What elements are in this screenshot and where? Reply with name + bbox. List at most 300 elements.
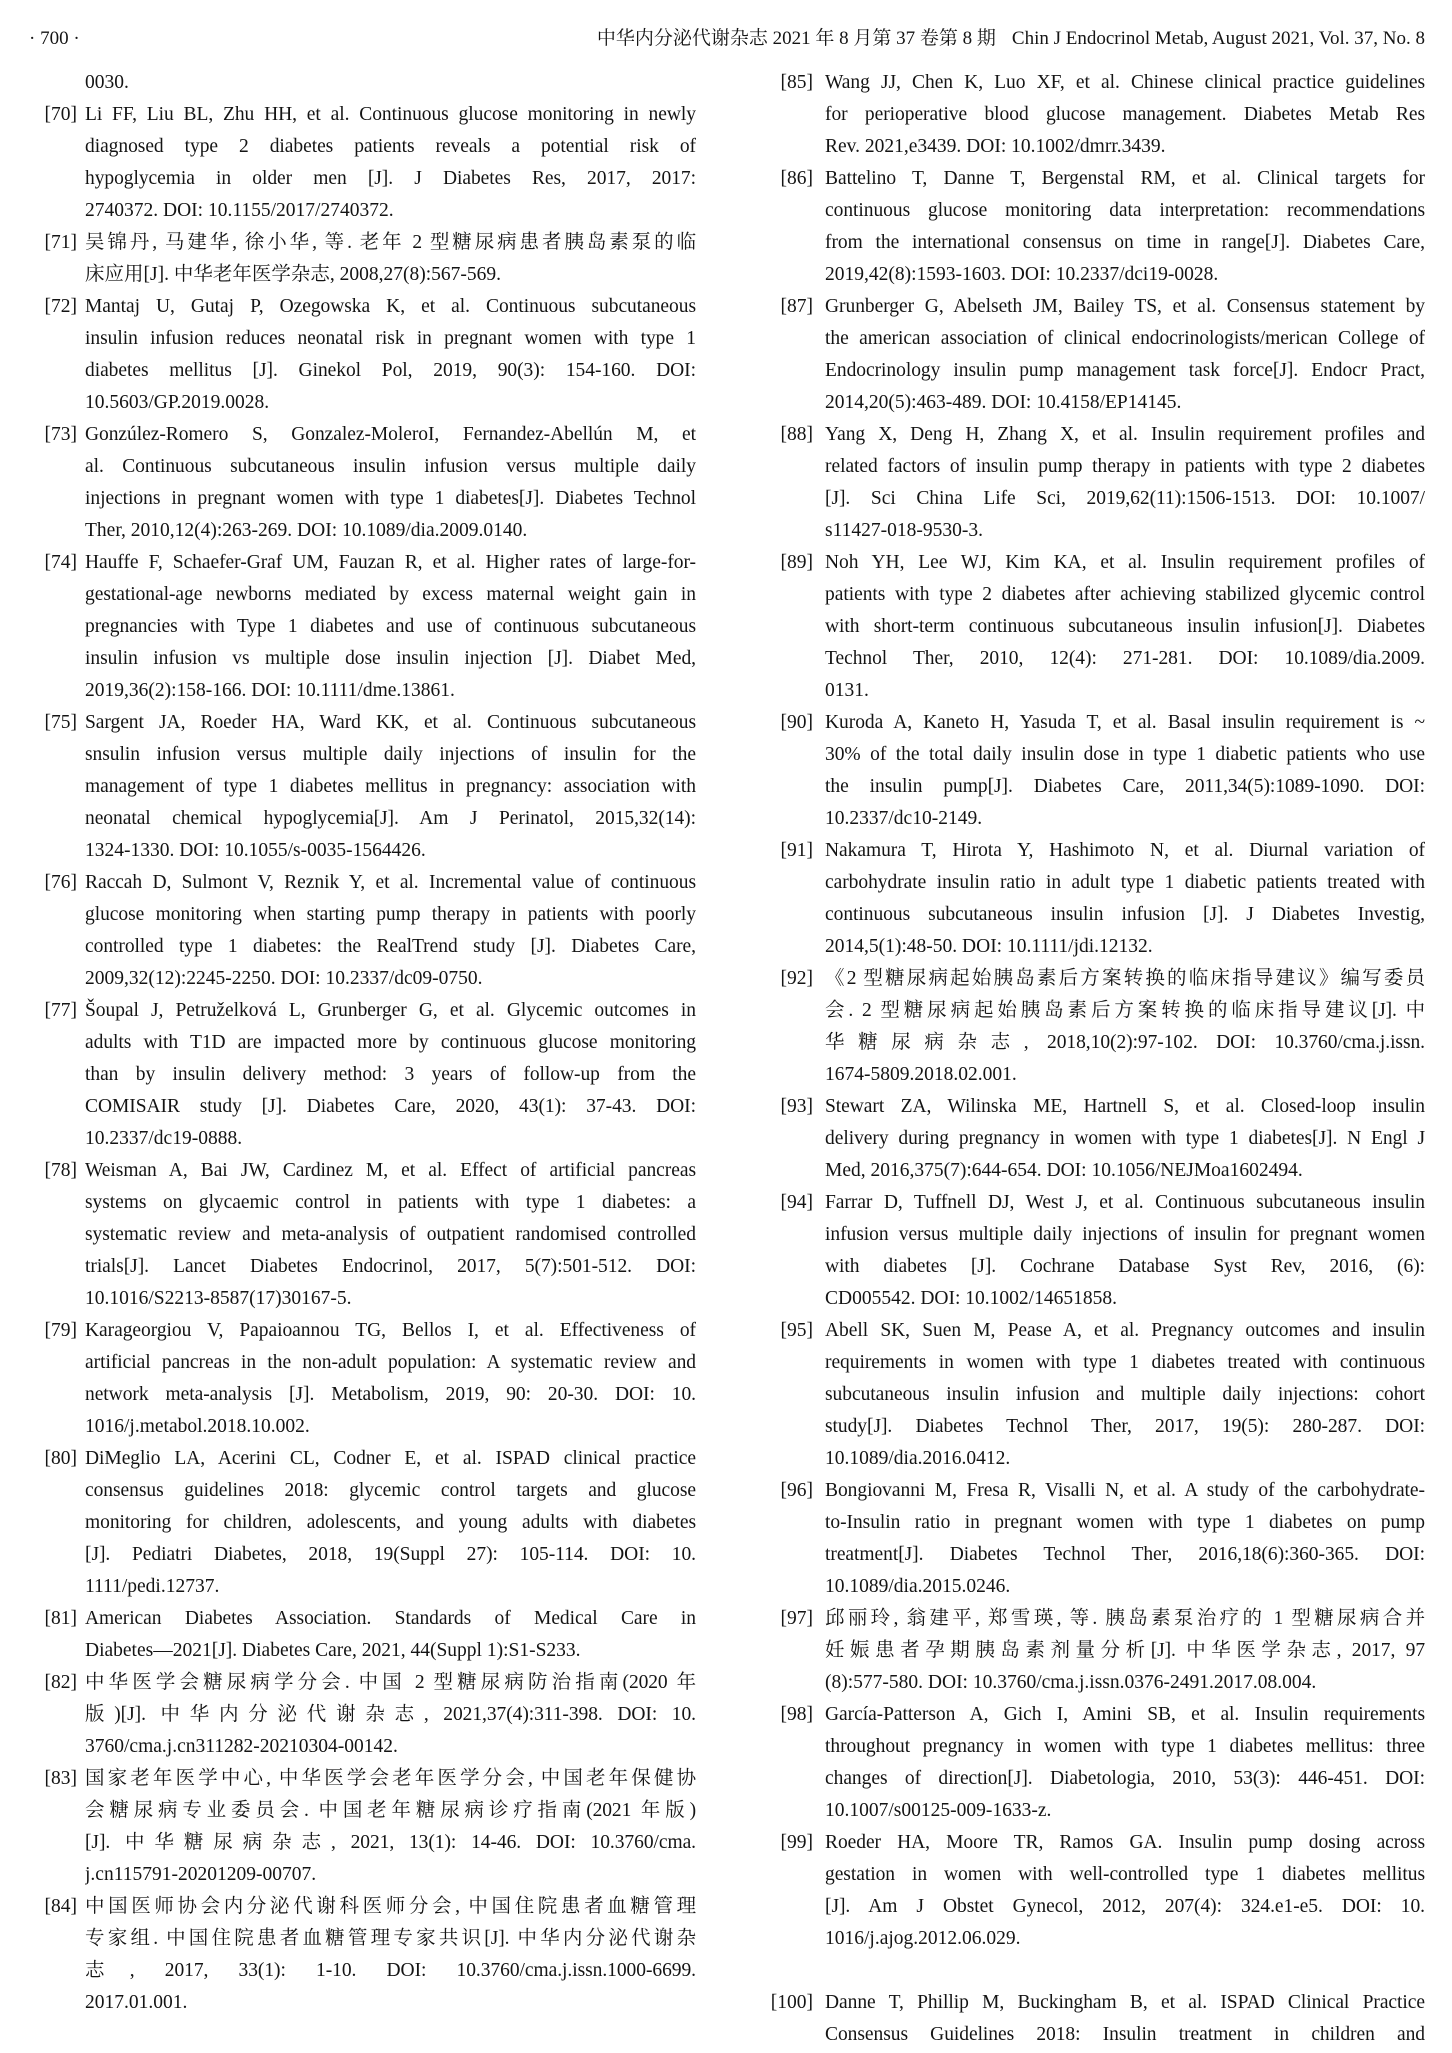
reference-line (85, 1635, 696, 1667)
reference-line (825, 1539, 1425, 1571)
reference-item (29, 547, 696, 707)
reference-line (85, 1891, 696, 1923)
reference-line-text: Danne T, Phillip M, Buckingham B, et al. ISPAD Clinical Practice (825, 1992, 1425, 2013)
reference-line (825, 1347, 1425, 1379)
reference-line-text: 吴锦丹, 马建华, 徐小华, 等. 老年 2 型糖尿病患者胰岛素泵的临 (85, 232, 696, 253)
reference-line (825, 259, 1425, 291)
reference-line-text: network meta-analysis [J]. Metabolism, 2019, 90: 20-30. DOI: 10. (85, 1384, 696, 1405)
reference-line (85, 899, 696, 931)
reference-line-text: 10.1007/s00125-009-1633-z. (825, 1800, 1052, 1821)
reference-item (757, 707, 1425, 835)
reference-line-text: patients with type 2 diabetes after achieving stabilized glycemic control (825, 584, 1425, 605)
reference-line-text: Mantaj U, Gutaj P, Ozegowska K, et al. Continuous subcutaneous (85, 296, 696, 317)
reference-item (757, 1475, 1425, 1603)
reference-item (29, 1763, 696, 1891)
reference-line-text: systematic review and meta-analysis of outpatient randomised controlled (85, 1224, 696, 1245)
reference-line-text: requirements in women with type 1 diabetes treated with continuous (825, 1352, 1425, 1373)
reference-line (825, 195, 1425, 227)
reference-line (85, 1347, 696, 1379)
reference-item (29, 1667, 696, 1763)
reference-line-text: artificial pancreas in the non-adult population: A systematic review and (85, 1352, 696, 1373)
reference-item (29, 1603, 696, 1667)
reference-line-text: 会糖尿病专业委员会. 中国老年糖尿病诊疗指南(2021 年版) (85, 1800, 696, 1821)
reference-line (85, 1955, 696, 1987)
reference-line-text: 专家组. 中国住院患者血糖管理专家共识[J]. 中华内分泌代谢杂 (85, 1928, 696, 1949)
reference-line-text: pregnancies with Type 1 diabetes and use of continuous subcutaneous (85, 616, 696, 637)
reference-line-text: Raccah D, Sulmont V, Reznik Y, et al. Incremental value of continuous (85, 872, 696, 893)
reference-number: [96] (780, 1480, 813, 1501)
reference-line (85, 163, 696, 195)
reference-line (825, 1315, 1425, 1347)
reference-line-text: study[J]. Diabetes Technol Ther, 2017, 19(5): 280-287. DOI: (825, 1416, 1425, 1437)
reference-line-text: Nakamura T, Hirota Y, Hashimoto N, et al. Diurnal variation of (825, 840, 1425, 861)
reference-item (29, 99, 696, 227)
reference-line (85, 1667, 696, 1699)
reference-line (825, 675, 1425, 707)
reference-line (825, 1731, 1425, 1763)
reference-number: [100] (770, 1992, 813, 2013)
reference-line (85, 515, 696, 547)
reference-item (29, 867, 696, 995)
reference-line-text: [J]. Pediatri Diabetes, 2018, 19(Suppl 27): 105-114. DOI: 10. (85, 1544, 696, 1565)
reference-line-text: throughout pregnancy in women with type 1 diabetes mellitus: three (825, 1736, 1425, 1757)
reference-line-text: 床应用[J]. 中华老年医学杂志, 2008,27(8):567-569. (85, 264, 501, 285)
reference-line (825, 1059, 1425, 1091)
reference-line (85, 1091, 696, 1123)
reference-line-text: 10.2337/dc19-0888. (85, 1128, 243, 1149)
reference-item (757, 67, 1425, 163)
reference-line (85, 803, 696, 835)
reference-line (85, 739, 696, 771)
reference-line (825, 1827, 1425, 1859)
reference-line-text: Consensus Guidelines 2018: Insulin treatment in children and (825, 2024, 1425, 2045)
reference-item (29, 1443, 696, 1603)
reference-line (825, 995, 1425, 1027)
reference-number: [79] (44, 1320, 77, 1341)
reference-number: [75] (44, 712, 77, 733)
reference-line-text: Ther, 2010,12(4):263-269. DOI: 10.1089/dia.2009.0140. (85, 520, 528, 541)
reference-number: [82] (44, 1672, 77, 1693)
reference-number: [95] (780, 1320, 813, 1341)
reference-line-text: Yang X, Deng H, Zhang X, et al. Insulin requirement profiles and (825, 424, 1425, 445)
reference-line-text: Wang JJ, Chen K, Luo XF, et al. Chinese clinical practice guidelines (825, 72, 1425, 93)
reference-line (85, 67, 696, 99)
reference-line-text: 2019,36(2):158-166. DOI: 10.1111/dme.13861. (85, 680, 455, 701)
reference-line (825, 1795, 1425, 1827)
reference-line-text: 2009,32(12):2245-2250. DOI: 10.2337/dc09-0750. (85, 968, 483, 989)
reference-line-text: trials[J]. Lancet Diabetes Endocrinol, 2017, 5(7):501-512. DOI: (85, 1256, 696, 1277)
reference-continuation (29, 67, 696, 99)
reference-item (757, 1827, 1425, 1955)
reference-line (85, 547, 696, 579)
reference-line-text: related factors of insulin pump therapy in patients with type 2 diabetes (825, 456, 1425, 477)
reference-number: [90] (780, 712, 813, 733)
reference-number: [99] (780, 1832, 813, 1853)
reference-line-text: Stewart ZA, Wilinska ME, Hartnell S, et al. Closed-loop insulin (825, 1096, 1425, 1117)
running-head-cn: 中华内分泌代谢杂志 2021 年 8 月第 37 卷第 8 期 (596, 28, 996, 49)
reference-line-text: Technol Ther, 2010, 12(4): 271-281. DOI: 10.1089/dia.2009. (825, 648, 1425, 669)
reference-number: [98] (780, 1704, 813, 1725)
reference-line (825, 515, 1425, 547)
reference-line (825, 387, 1425, 419)
reference-line (85, 1571, 696, 1603)
reference-line (85, 131, 696, 163)
reference-line (825, 163, 1425, 195)
reference-line-text: [J]. 中华糖尿病杂志, 2021, 13(1): 14-46. DOI: 10.3760/cma. (85, 1832, 696, 1853)
reference-line-text: 10.1089/dia.2016.0412. (825, 1448, 1011, 1469)
reference-line-text: Abell SK, Suen M, Pease A, et al. Pregnancy outcomes and insulin (825, 1320, 1425, 1341)
page-header (29, 24, 1425, 54)
reference-number: [81] (44, 1608, 77, 1629)
reference-line (85, 835, 696, 867)
reference-line-text: American Diabetes Association. Standards of Medical Care in (85, 1608, 696, 1629)
reference-line-text: Weisman A, Bai JW, Cardinez M, et al. Effect of artificial pancreas (85, 1160, 696, 1181)
reference-line-text: (8):577-580. DOI: 10.3760/cma.j.issn.0376-2491.2017.08.004. (825, 1672, 1317, 1693)
reference-line (825, 419, 1425, 451)
reference-line-text: Farrar D, Tuffnell DJ, West J, et al. Continuous subcutaneous insulin (825, 1192, 1425, 1213)
reference-number: [93] (780, 1096, 813, 1117)
reference-line (85, 451, 696, 483)
reference-line-text: 中国医师协会内分泌代谢科医师分会, 中国住院患者血糖管理 (85, 1896, 696, 1917)
reference-line-text: with short-term continuous subcutaneous insulin infusion[J]. Diabetes (825, 616, 1425, 637)
reference-line (85, 227, 696, 259)
reference-line-text: management of type 1 diabetes mellitus in pregnancy: association with (85, 776, 696, 797)
reference-line-text: Battelino T, Danne T, Bergenstal RM, et al. Clinical targets for (825, 168, 1425, 189)
reference-line-text: treatment[J]. Diabetes Technol Ther, 2016,18(6):360-365. DOI: (825, 1544, 1425, 1565)
reference-line (825, 1027, 1425, 1059)
reference-line (85, 707, 696, 739)
reference-line-text: [J]. Sci China Life Sci, 2019,62(11):1506-1513. DOI: 10.1007/ (825, 488, 1425, 509)
reference-line-text: systems on glycaemic control in patients with type 1 diabetes: a (85, 1192, 696, 1213)
reference-line-text: 3760/cma.j.cn311282-20210304-00142. (85, 1736, 398, 1757)
reference-item (29, 707, 696, 867)
reference-line (85, 1155, 696, 1187)
reference-line (85, 1379, 696, 1411)
reference-line-text: [J]. Am J Obstet Gynecol, 2012, 207(4): 324.e1-e5. DOI: 10. (825, 1896, 1425, 1917)
reference-line (85, 1539, 696, 1571)
reference-line-text: from the international consensus on time in range[J]. Diabetes Care, (825, 232, 1425, 253)
reference-line (85, 387, 696, 419)
reference-line (825, 323, 1425, 355)
reference-line (85, 419, 696, 451)
reference-number: [87] (780, 296, 813, 317)
reference-line-text: al. Continuous subcutaneous insulin infusion versus multiple daily (85, 456, 696, 477)
reference-line-text: insulin infusion reduces neonatal risk in pregnant women with type 1 (85, 328, 696, 349)
reference-line-text: 《2 型糖尿病起始胰岛素后方案转换的临床指导建议》编写委员 (825, 968, 1425, 989)
reference-line-text: 10.1016/S2213-8587(17)30167-5. (85, 1288, 352, 1309)
reference-line-text: gestational-age newborns mediated by excess maternal weight gain in (85, 584, 696, 605)
reference-line-text: changes of direction[J]. Diabetologia, 2010, 53(3): 446-451. DOI: (825, 1768, 1425, 1789)
reference-line (85, 963, 696, 995)
reference-line (825, 579, 1425, 611)
reference-line (85, 643, 696, 675)
reference-line-text: Rev. 2021,e3439. DOI: 10.1002/dmrr.3439. (825, 136, 1166, 157)
reference-line-text: gestation in women with well-controlled type 1 diabetes mellitus (825, 1864, 1425, 1885)
reference-line-text: 2019,42(8):1593-1603. DOI: 10.2337/dci19-0028. (825, 264, 1219, 285)
reference-number: [86] (780, 168, 813, 189)
reference-line (825, 227, 1425, 259)
reference-line-text: monitoring for children, adolescents, and young adults with diabetes (85, 1512, 696, 1533)
reference-line-text: 2017.01.001. (85, 1992, 188, 2013)
reference-line (85, 291, 696, 323)
reference-line (85, 771, 696, 803)
reference-line-text: 志, 2017, 33(1): 1-10. DOI: 10.3760/cma.j.issn.1000-6699. (85, 1960, 696, 1981)
reference-line-text: 1016/j.metabol.2018.10.002. (85, 1416, 310, 1437)
reference-item (757, 1603, 1425, 1699)
reference-line (825, 1219, 1425, 1251)
reference-line (825, 835, 1425, 867)
reference-line (825, 1699, 1425, 1731)
reference-number: [85] (780, 72, 813, 93)
reference-line-text: Noh YH, Lee WJ, Kim KA, et al. Insulin requirement profiles of (825, 552, 1425, 573)
reference-line-text: to-Insulin ratio in pregnant women with type 1 diabetes on pump (825, 1512, 1425, 1533)
reference-line-text: Hauffe F, Schaefer-Graf UM, Fauzan R, et al. Higher rates of large-for- (85, 552, 696, 573)
reference-line (825, 1923, 1425, 1955)
reference-line (85, 195, 696, 227)
reference-line-text: than by insulin delivery method: 3 years of follow-up from the (85, 1064, 696, 1085)
reference-number: [80] (44, 1448, 77, 1469)
reference-line-text: for perioperative blood glucose management. Diabetes Metab Res (825, 104, 1425, 125)
reference-line-text: 2014,5(1):48-50. DOI: 10.1111/jdi.12132. (825, 936, 1153, 957)
reference-list-left-column (29, 67, 696, 2019)
reference-line-text: Gonzúlez-Romero S, Gonzalez-MoleroI, Fernandez-Abellún M, et (85, 424, 696, 445)
reference-number: [70] (44, 104, 77, 125)
reference-number: [84] (44, 1896, 77, 1917)
reference-line (825, 1475, 1425, 1507)
reference-line-text: 妊娠患者孕期胰岛素剂量分析[J]. 中华医学杂志, 2017, 97 (825, 1640, 1425, 1661)
reference-line-text: injections in pregnant women with type 1 diabetes[J]. Diabetes Technol (85, 488, 696, 509)
reference-line-text: the american association of clinical endocrinologists/merican College of (825, 328, 1425, 349)
reference-line-text: controlled type 1 diabetes: the RealTrend study [J]. Diabetes Care, (85, 936, 696, 957)
reference-line-text: CD005542. DOI: 10.1002/14651858. (825, 1288, 1117, 1309)
reference-line-text: infusion versus multiple daily injections of insulin for pregnant women (825, 1224, 1425, 1245)
reference-line-text: hypoglycemia in older men [J]. J Diabetes Res, 2017, 2017: (85, 168, 696, 189)
reference-line (825, 1187, 1425, 1219)
reference-line-text: delivery during pregnancy in women with type 1 diabetes[J]. N Engl J (825, 1128, 1425, 1149)
reference-line (85, 1763, 696, 1795)
reference-line (825, 1603, 1425, 1635)
reference-line-text: 10.1089/dia.2015.0246. (825, 1576, 1011, 1597)
reference-line-text: Endocrinology insulin pump management task force[J]. Endocr Pract, (825, 360, 1425, 381)
reference-line-text: Roeder HA, Moore TR, Ramos GA. Insulin pump dosing across (825, 1832, 1425, 1853)
reference-line (825, 867, 1425, 899)
reference-line (825, 1379, 1425, 1411)
reference-line-text: adults with T1D are impacted more by continuous glucose monitoring (85, 1032, 696, 1053)
reference-line (85, 1859, 696, 1891)
reference-line (85, 611, 696, 643)
reference-line-text: j.cn115791-20201209-00707. (85, 1864, 317, 1885)
reference-line (825, 2019, 1425, 2051)
reference-line (825, 1251, 1425, 1283)
reference-item (757, 1187, 1425, 1315)
reference-line-text: Bongiovanni M, Fresa R, Visalli N, et al. A study of the carbohydrate- (825, 1480, 1425, 1501)
reference-line (85, 1027, 696, 1059)
reference-line-text: neonatal chemical hypoglycemia[J]. Am J Perinatol, 2015,32(14): (85, 808, 696, 829)
reference-line-text: 邱丽玲, 翁建平, 郑雪瑛, 等. 胰岛素泵治疗的 1 型糖尿病合并 (825, 1608, 1425, 1629)
reference-item (757, 1091, 1425, 1187)
reference-line (825, 355, 1425, 387)
reference-number: [89] (780, 552, 813, 573)
reference-line (825, 67, 1425, 99)
reference-line (825, 611, 1425, 643)
reference-line (85, 323, 696, 355)
reference-line-text: Šoupal J, Petruželková L, Grunberger G, et al. Glycemic outcomes in (85, 1000, 696, 1021)
reference-line-text: with diabetes [J]. Cochrane Database Syst Rev, 2016, (6): (825, 1256, 1425, 1277)
reference-line-text: 30% of the total daily insulin dose in type 1 diabetic patients who use (825, 744, 1425, 765)
reference-line (85, 1123, 696, 1155)
reference-line-text: 国家老年医学中心, 中华医学会老年医学分会, 中国老年保健协 (85, 1768, 696, 1789)
reference-line (825, 451, 1425, 483)
reference-line (825, 1091, 1425, 1123)
reference-line-text: Grunberger G, Abelseth JM, Bailey TS, et al. Consensus statement by (825, 296, 1425, 317)
reference-line (825, 931, 1425, 963)
reference-line-text: Med, 2016,375(7):644-654. DOI: 10.1056/NEJMoa1602494. (825, 1160, 1303, 1181)
reference-line (85, 867, 696, 899)
reference-line-text: s11427-018-9530-3. (825, 520, 983, 541)
running-head-en: Chin J Endocrinol Metab, August 2021, Vol. 37, No. 8 (1011, 28, 1425, 49)
reference-line (825, 643, 1425, 675)
reference-line-text: insulin infusion vs multiple dose insulin injection [J]. Diabet Med, (85, 648, 696, 669)
reference-line-text: diabetes mellitus [J]. Ginekol Pol, 2019, 90(3): 154-160. DOI: (85, 360, 696, 381)
reference-item (29, 1891, 696, 2019)
reference-item (29, 291, 696, 419)
reference-number: [72] (44, 296, 77, 317)
reference-number: [78] (44, 1160, 77, 1181)
reference-line (825, 963, 1425, 995)
reference-line (85, 1315, 696, 1347)
reference-line (825, 1667, 1425, 1699)
reference-line (85, 1059, 696, 1091)
reference-number: [71] (44, 232, 77, 253)
reference-line (825, 899, 1425, 931)
reference-line (85, 1603, 696, 1635)
reference-line (825, 1987, 1425, 2019)
reference-line (85, 1699, 696, 1731)
reference-line-text: Karageorgiou V, Papaioannou TG, Bellos I, et al. Effectiveness of (85, 1320, 696, 1341)
reference-line-text: Sargent JA, Roeder HA, Ward KK, et al. Continuous subcutaneous (85, 712, 696, 733)
reference-line (85, 483, 696, 515)
reference-line-text: 2014,20(5):463-489. DOI: 10.4158/EP14145. (825, 392, 1182, 413)
reference-line (85, 1251, 696, 1283)
reference-item (757, 547, 1425, 707)
reference-line (85, 99, 696, 131)
reference-line (825, 803, 1425, 835)
reference-line-text: 2740372. DOI: 10.1155/2017/2740372. (85, 200, 394, 221)
reference-line (825, 1891, 1425, 1923)
reference-line (85, 1795, 696, 1827)
reference-line (85, 1827, 696, 1859)
reference-line-text: Li FF, Liu BL, Zhu HH, et al. Continuous glucose monitoring in newly (85, 104, 696, 125)
reference-line (85, 1283, 696, 1315)
reference-line-text: 1674-5809.2018.02.001. (825, 1064, 1017, 1085)
reference-line (825, 1635, 1425, 1667)
reference-line-text: glucose monitoring when starting pump therapy in patients with poorly (85, 904, 696, 925)
reference-item (29, 1315, 696, 1443)
reference-line (825, 131, 1425, 163)
reference-number: [83] (44, 1768, 77, 1789)
reference-line-text: continuous subcutaneous insulin infusion [J]. J Diabetes Investig, (825, 904, 1425, 925)
reference-line (85, 1987, 696, 2019)
reference-item (757, 1699, 1425, 1827)
reference-line-text: 华糖尿病杂志, 2018,10(2):97-102. DOI: 10.3760/cma.j.issn. (825, 1032, 1425, 1053)
reference-line (85, 1411, 696, 1443)
reference-line (825, 1283, 1425, 1315)
reference-item (757, 419, 1425, 547)
reference-line-text: 1111/pedi.12737. (85, 1576, 220, 1597)
reference-line-text: carbohydrate insulin ratio in adult type 1 diabetic patients treated with (825, 872, 1425, 893)
reference-number: [91] (780, 840, 813, 861)
reference-item (29, 227, 696, 291)
reference-line (825, 1859, 1425, 1891)
reference-line-text: the insulin pump[J]. Diabetes Care, 2011,34(5):1089-1090. DOI: (825, 776, 1425, 797)
reference-line-text: 0131. (825, 680, 869, 701)
running-head (597, 24, 1425, 54)
reference-line-text: continuous glucose monitoring data interpretation: recommendations (825, 200, 1425, 221)
reference-line-text: 中华医学会糖尿病学分会. 中国 2 型糖尿病防治指南(2020 年 (85, 1672, 696, 1693)
reference-line-text: diagnosed type 2 diabetes patients reveals a potential risk of (85, 136, 696, 157)
reference-line (825, 707, 1425, 739)
reference-line (825, 1571, 1425, 1603)
reference-number: [94] (780, 1192, 813, 1213)
reference-item (757, 163, 1425, 291)
reference-line (825, 1411, 1425, 1443)
reference-number: [74] (44, 552, 77, 573)
reference-number: [77] (44, 1000, 77, 1021)
reference-item (757, 963, 1425, 1091)
reference-item (757, 1315, 1425, 1475)
page-number: · 700 · (29, 28, 80, 49)
reference-number: [88] (780, 424, 813, 445)
reference-line-text: García-Patterson A, Gich I, Amini SB, et al. Insulin requirements (825, 1704, 1425, 1725)
reference-line (825, 771, 1425, 803)
reference-line-text: COMISAIR study [J]. Diabetes Care, 2020, 43(1): 37-43. DOI: (85, 1096, 696, 1117)
reference-line (85, 1187, 696, 1219)
reference-line-text: 会. 2 型糖尿病起始胰岛素后方案转换的临床指导建议[J]. 中 (825, 1000, 1425, 1021)
reference-number: [76] (44, 872, 77, 893)
reference-line (825, 1155, 1425, 1187)
reference-line (825, 1443, 1425, 1475)
reference-number: [97] (780, 1608, 813, 1629)
reference-line-text: DiMeglio LA, Acerini CL, Codner E, et al. ISPAD clinical practice (85, 1448, 696, 1469)
reference-line (85, 1507, 696, 1539)
reference-item (757, 291, 1425, 419)
reference-line (825, 291, 1425, 323)
reference-line-text: 1016/j.ajog.2012.06.029. (825, 1928, 1021, 1949)
reference-item (29, 419, 696, 547)
reference-list-right-column (757, 67, 1425, 2051)
reference-line (85, 259, 696, 291)
reference-line (85, 1219, 696, 1251)
reference-line (85, 1923, 696, 1955)
reference-line (85, 355, 696, 387)
reference-item (757, 835, 1425, 963)
reference-item (757, 1987, 1425, 2051)
reference-line (825, 99, 1425, 131)
reference-line (825, 1763, 1425, 1795)
reference-line (85, 579, 696, 611)
reference-item (29, 1155, 696, 1315)
reference-item (29, 995, 696, 1155)
reference-line (85, 1443, 696, 1475)
reference-line-text: subcutaneous insulin infusion and multiple daily injections: cohort (825, 1384, 1425, 1405)
reference-line-text: 0030. (85, 72, 129, 93)
reference-line (825, 1507, 1425, 1539)
reference-number: [73] (44, 424, 77, 445)
reference-line-text: consensus guidelines 2018: glycemic control targets and glucose (85, 1480, 696, 1501)
reference-line (85, 931, 696, 963)
reference-line (85, 1475, 696, 1507)
reference-line-text: 版)[J]. 中华内分泌代谢杂志, 2021,37(4):311-398. DOI: 10. (85, 1704, 696, 1725)
